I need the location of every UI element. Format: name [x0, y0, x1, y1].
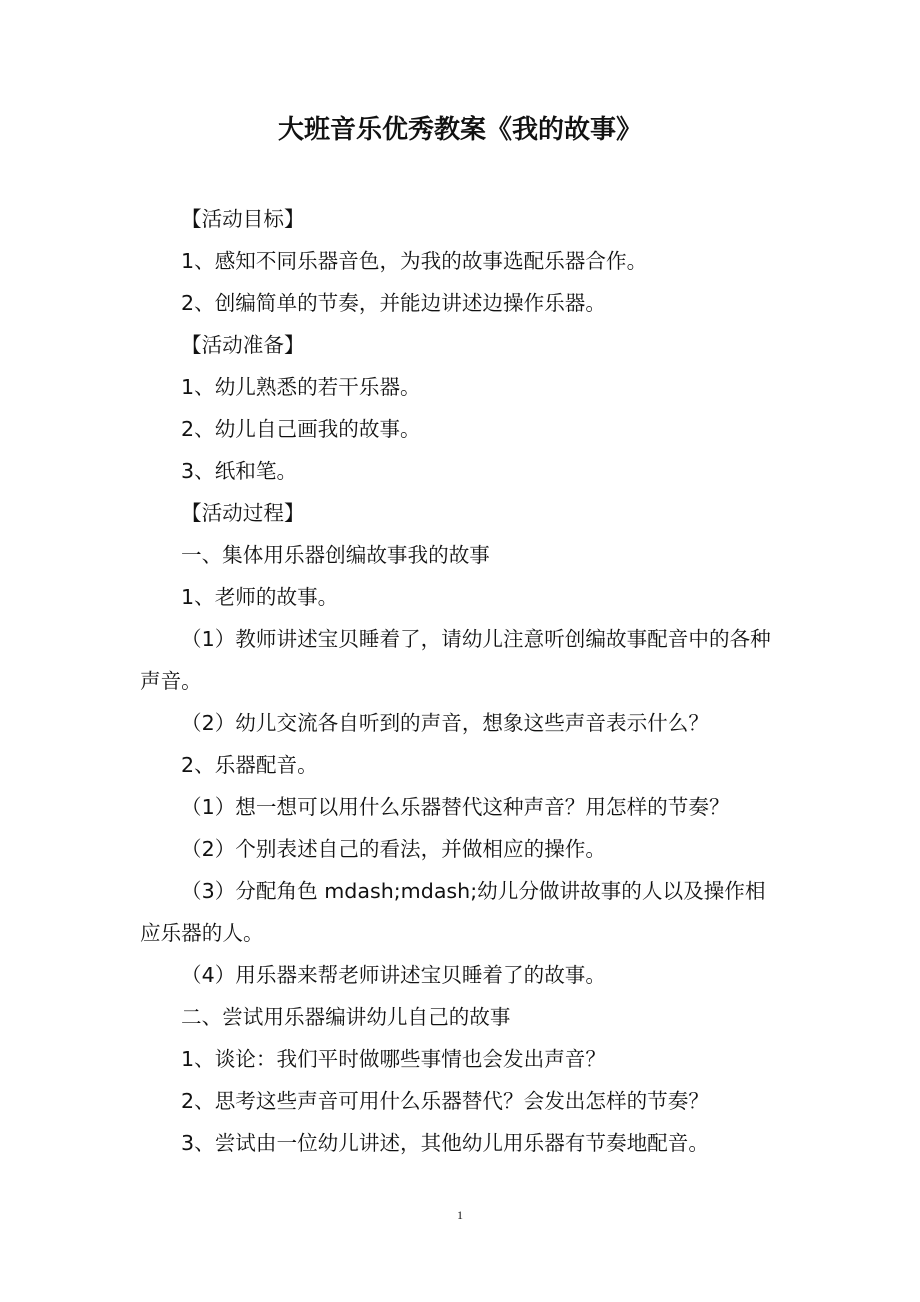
paragraph: 3、纸和笔。	[181, 459, 298, 483]
paragraph: 2、思考这些声音可用什么乐器替代？会发出怎样的节奏？	[181, 1089, 709, 1113]
document-title: 大班音乐优秀教案《我的故事》	[277, 115, 642, 145]
paragraph: 2、创编简单的节奏，并能边讲述边操作乐器。	[181, 291, 606, 315]
paragraph: 2、乐器配音。	[181, 753, 318, 777]
paragraph: 二、尝试用乐器编讲幼儿自己的故事	[181, 1005, 511, 1029]
paragraph: （1）教师讲述宝贝睡着了，请幼儿注意听创编故事配音中的各种声音。	[140, 627, 771, 693]
paragraph: 【活动目标】	[181, 207, 305, 231]
paragraph: 【活动过程】	[181, 501, 305, 525]
paragraph: （2）幼儿交流各自听到的声音，想象这些声音表示什么？	[181, 711, 709, 735]
paragraph: 1、谈论：我们平时做哪些事情也会发出声音？	[181, 1047, 606, 1071]
paragraph: 【活动准备】	[181, 333, 305, 357]
paragraph: （2）个别表述自己的看法，并做相应的操作。	[181, 837, 606, 861]
paragraph: 一、集体用乐器创编故事我的故事	[181, 543, 490, 567]
paragraph: 2、幼儿自己画我的故事。	[181, 417, 421, 441]
paragraph: 1、老师的故事。	[181, 585, 339, 609]
paragraph: （4）用乐器来帮老师讲述宝贝睡着了的故事。	[181, 963, 606, 987]
paragraph: （1）想一想可以用什么乐器替代这种声音？用怎样的节奏？	[181, 795, 730, 819]
paragraph: 3、尝试由一位幼儿讲述，其他幼儿用乐器有节奏地配音。	[181, 1131, 709, 1155]
page-number: 1	[457, 1208, 463, 1222]
document-body	[140, 198, 782, 1164]
paragraph: （3）分配角色 mdash;mdash;幼儿分做讲故事的人以及操作相应乐器的人。	[140, 879, 766, 945]
paragraph: 1、感知不同乐器音色，为我的故事选配乐器合作。	[181, 249, 648, 273]
paragraph: 1、幼儿熟悉的若干乐器。	[181, 375, 421, 399]
